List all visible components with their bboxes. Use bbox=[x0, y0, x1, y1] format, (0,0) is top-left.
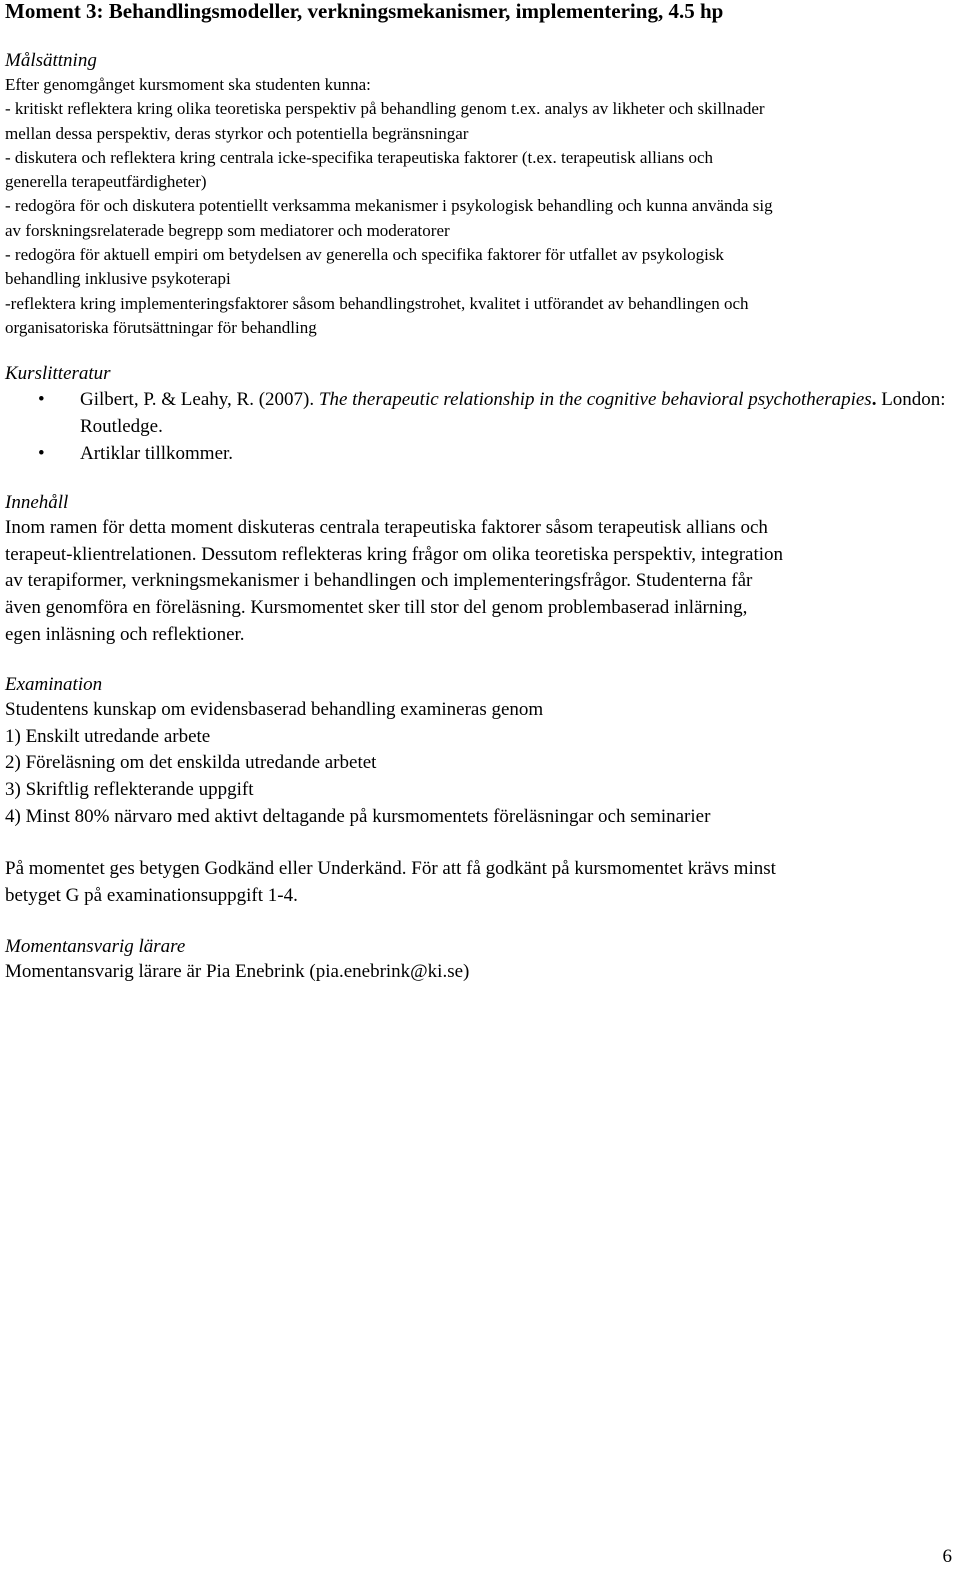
literature-heading: Kurslitteratur bbox=[5, 363, 111, 385]
responsible-heading: Momentansvarig lärare bbox=[5, 936, 186, 958]
reference-articles: Artiklar tillkommer. bbox=[80, 443, 234, 465]
examination-item: 1) Enskilt utredande arbete bbox=[5, 725, 211, 747]
goals-line: - redogöra för aktuell empiri om betydelsen av generella och specifika faktorer för utfallet av psykologisk bbox=[5, 245, 724, 265]
reference-authors: Gilbert, P. & Leahy, R. (2007). bbox=[80, 389, 319, 411]
examination-heading: Examination bbox=[5, 674, 103, 696]
goals-section bbox=[5, 49, 957, 340]
examination-intro: Studentens kunskap om evidensbaserad behandling examineras genom bbox=[5, 699, 544, 721]
goals-line: mellan dessa perspektiv, deras styrkor och potentiella begränsningar bbox=[5, 123, 469, 143]
goals-line: generella terapeutfärdigheter) bbox=[5, 172, 207, 192]
goals-line: av forskningsrelaterade begrepp som mediatorer och moderatorer bbox=[5, 220, 450, 240]
content-section bbox=[5, 491, 957, 648]
literature-list bbox=[5, 386, 957, 467]
list-item bbox=[5, 386, 957, 440]
responsible-text: Momentansvarig lärare är Pia Enebrink (pia.enebrink@ki.se) bbox=[5, 961, 470, 983]
reference-dot: . bbox=[871, 389, 877, 411]
grading-line: betyget G på examinationsuppgift 1-4. bbox=[5, 884, 298, 906]
goals-line: - diskutera och reflektera kring centrala icke-specifika terapeutiska faktorer (t.ex. terapeutisk allians och bbox=[5, 147, 713, 167]
goals-line: organisatoriska förutsättningar för behandling bbox=[5, 317, 317, 337]
goals-text bbox=[5, 73, 957, 340]
document-title: Moment 3: Behandlingsmodeller, verkningsmekanismer, implementering, 4.5 hp bbox=[5, 0, 724, 23]
content-heading: Innehåll bbox=[5, 492, 69, 514]
content-line: terapeut-klientrelationen. Dessutom reflekteras kring frågor om olika teoretiska perspektiv, integration bbox=[5, 543, 784, 565]
responsible-section bbox=[5, 935, 957, 986]
document-page bbox=[5, 0, 957, 986]
examination-section bbox=[5, 673, 957, 830]
bullet-icon: • bbox=[38, 389, 45, 411]
grading-line: På momentet ges betygen Godkänd eller Underkänd. För att få godkänt på kursmomentet krävs minst bbox=[5, 858, 776, 880]
literature-section bbox=[5, 362, 957, 467]
examination-item: 2) Föreläsning om det enskilda utredande arbetet bbox=[5, 752, 377, 774]
page-number: 6 bbox=[942, 1546, 952, 1567]
content-line: av terapiformer, verkningsmekanismer i behandlingen och implementeringsfrågor. Studenterna får bbox=[5, 570, 753, 592]
content-line: Inom ramen för detta moment diskuteras centrala terapeutiska faktorer såsom terapeutisk allians och bbox=[5, 517, 768, 539]
goals-line: -reflektera kring implementeringsfaktorer såsom behandlingstrohet, kvalitet i utförandet av behandlingen och bbox=[5, 293, 749, 313]
examination-item: 3) Skriftlig reflekterande uppgift bbox=[5, 779, 254, 801]
list-item bbox=[5, 440, 957, 467]
goals-line: behandling inklusive psykoterapi bbox=[5, 269, 231, 289]
examination-item: 4) Minst 80% närvaro med aktivt deltagande på kursmomentets föreläsningar och seminarier bbox=[5, 805, 711, 827]
goals-intro: Efter genomgånget kursmoment ska studenten kunna: bbox=[5, 75, 371, 94]
grading-section bbox=[5, 856, 957, 909]
reference-publisher: London: Routledge. bbox=[80, 389, 946, 438]
bullet-icon: • bbox=[38, 443, 45, 465]
content-line: även genomföra en föreläsning. Kursmomentet sker till stor del genom problembaserad inlärning, bbox=[5, 597, 748, 619]
goals-heading: Målsättning bbox=[5, 50, 97, 71]
content-line: egen inläsning och reflektioner. bbox=[5, 623, 245, 645]
goals-line: - kritiskt reflektera kring olika teoretiska perspektiv på behandling genom t.ex. analys av likheter och skillnader bbox=[5, 99, 765, 119]
reference-title: The therapeutic relationship in the cognitive behavioral psychotherapies bbox=[318, 389, 872, 411]
goals-line: - redogöra för och diskutera potentiellt verksamma mekanismer i psykologisk behandling och kunna använda sig bbox=[5, 196, 773, 216]
